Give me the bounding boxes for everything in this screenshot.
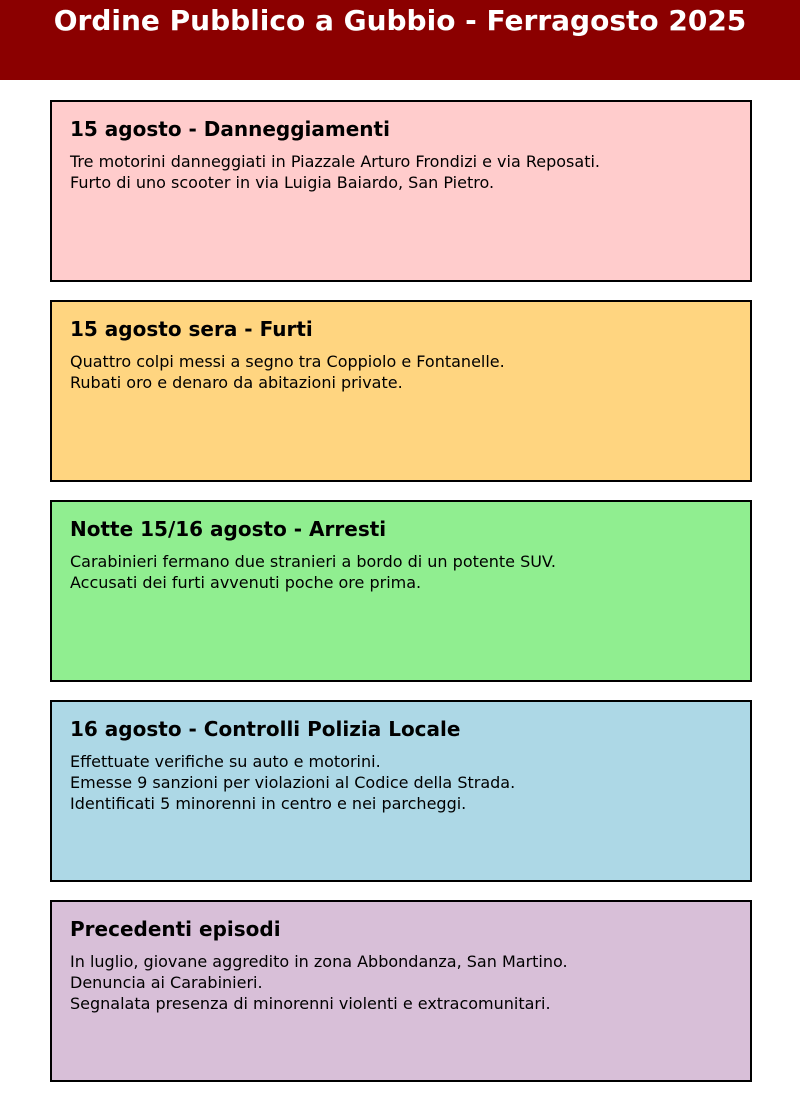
card-line: Effettuate verifiche su auto e motorini. bbox=[70, 752, 381, 771]
card-body bbox=[70, 951, 568, 1014]
event-card-precedenti bbox=[50, 900, 752, 1082]
event-card-arresti bbox=[50, 500, 752, 682]
card-body bbox=[70, 351, 505, 393]
card-line: Tre motorini danneggiati in Piazzale Arturo Frondizi e via Reposati. bbox=[70, 152, 600, 171]
card-body bbox=[70, 751, 515, 814]
page-header bbox=[0, 0, 800, 80]
card-body bbox=[70, 151, 600, 193]
card-line: In luglio, giovane aggredito in zona Abbondanza, San Martino. bbox=[70, 952, 568, 971]
card-line: Accusati dei furti avvenuti poche ore prima. bbox=[70, 573, 422, 592]
card-title: Notte 15/16 agosto - Arresti bbox=[70, 517, 387, 541]
card-line: Rubati oro e denaro da abitazioni private. bbox=[70, 373, 403, 392]
card-title: Precedenti episodi bbox=[70, 917, 281, 941]
event-card-furti bbox=[50, 300, 752, 482]
card-title: 16 agosto - Controlli Polizia Locale bbox=[70, 717, 461, 741]
card-line: Quattro colpi messi a segno tra Coppiolo e Fontanelle. bbox=[70, 352, 505, 371]
card-line: Emesse 9 sanzioni per violazioni al Codice della Strada. bbox=[70, 773, 516, 792]
event-card-controlli bbox=[50, 700, 752, 882]
page-title: Ordine Pubblico a Gubbio - Ferragosto 2025 bbox=[53, 4, 747, 37]
card-title: 15 agosto sera - Furti bbox=[70, 317, 313, 341]
card-body bbox=[70, 551, 556, 593]
event-card-danneggiamenti bbox=[50, 100, 752, 282]
card-line: Segnalata presenza di minorenni violenti e extracomunitari. bbox=[70, 994, 551, 1013]
card-line: Furto di uno scooter in via Luigia Baiardo, San Pietro. bbox=[70, 173, 495, 192]
card-line: Identificati 5 minorenni in centro e nei parcheggi. bbox=[70, 794, 467, 813]
card-line: Carabinieri fermano due stranieri a bordo di un potente SUV. bbox=[70, 552, 556, 571]
card-line: Denuncia ai Carabinieri. bbox=[70, 973, 263, 992]
card-title: 15 agosto - Danneggiamenti bbox=[70, 117, 390, 141]
